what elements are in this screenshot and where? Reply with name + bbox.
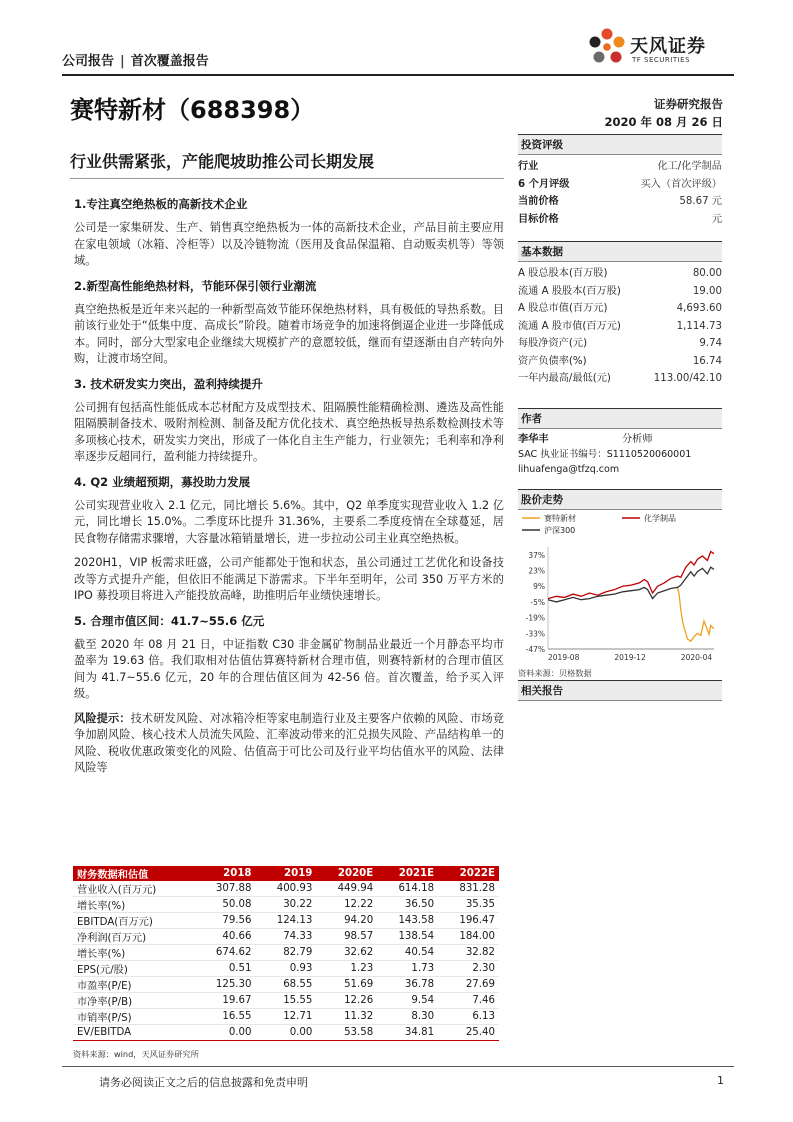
legend-label: 沪深300: [544, 526, 576, 535]
section-heading: 3. 技术研发实力突出，盈利持续提升: [74, 376, 263, 391]
financials-cell: 307.88: [195, 881, 256, 897]
financials-cell: 2.30: [438, 961, 499, 977]
financials-cell: 50.08: [195, 897, 256, 913]
financials-cell: 19.67: [195, 993, 256, 1009]
category-separator: |: [120, 54, 125, 69]
financials-row: [73, 1009, 499, 1025]
financials-cell: 79.56: [195, 913, 256, 929]
financials-row-label: EPS(元/股): [73, 961, 195, 977]
basic-value: 113.00/42.10: [653, 373, 722, 384]
financials-cell: 98.57: [316, 929, 377, 945]
financials-row-label: 营业收入(百万元): [73, 881, 195, 897]
financials-row: [73, 993, 499, 1009]
main-content: [74, 190, 504, 785]
flower-logo-icon: [586, 26, 628, 70]
basic-row: [518, 370, 722, 388]
rating-value: 58.67 元: [679, 196, 722, 207]
financials-cell: 0.93: [256, 961, 317, 977]
financials-cell: 0.00: [195, 1025, 256, 1041]
footer-divider: [62, 1066, 734, 1067]
financials-cell: 11.32: [316, 1009, 377, 1025]
report-type: 证券研究报告: [654, 97, 723, 111]
financials-row: [73, 913, 499, 929]
brand-logo: [586, 24, 736, 72]
x-tick-label: 2019-08: [548, 653, 580, 662]
financials-row-label: 净利润(百万元): [73, 929, 195, 945]
section-3: [74, 376, 504, 466]
rating-panel: [518, 134, 722, 228]
financials-cell: 143.58: [377, 913, 438, 929]
financials-cell: 196.47: [438, 913, 499, 929]
financials-cell: 34.81: [377, 1025, 438, 1041]
financials-cell: 32.62: [316, 945, 377, 961]
rating-row: [518, 211, 722, 229]
basic-data-panel: [518, 241, 722, 388]
y-tick-label: 23%: [528, 566, 545, 576]
y-tick-label: 37%: [528, 550, 545, 560]
financials-cell: 6.13: [438, 1009, 499, 1025]
basic-key: 流通 A 股股本(百万股): [518, 285, 621, 297]
section-5: [74, 613, 504, 703]
chart-source: 资料来源：贝格数据: [518, 668, 592, 678]
financials-cell: 8.30: [377, 1009, 438, 1025]
financials-cell: 449.94: [316, 881, 377, 897]
basic-value: 9.74: [699, 338, 722, 349]
basic-value: 19.00: [692, 285, 722, 297]
rating-key: 行业: [518, 161, 539, 172]
financials-row-label: 市净率(P/B): [73, 993, 195, 1009]
header-divider: [62, 74, 734, 76]
financials-cell: 53.58: [316, 1025, 377, 1041]
financials-cell: 0.51: [195, 961, 256, 977]
financials-cell: 40.66: [195, 929, 256, 945]
financials-row: [73, 945, 499, 961]
rating-key: 当前价格: [518, 196, 559, 207]
financials-row-label: 市销率(P/S): [73, 1009, 195, 1025]
financials-cell: 82.79: [256, 945, 317, 961]
author-name: 李华丰: [518, 434, 549, 445]
financials-cell: 36.50: [377, 897, 438, 913]
financials-table: [73, 866, 499, 1041]
financials-header-cell: 2020E: [316, 866, 377, 881]
section-paragraph: 截至 2020 年 08 月 21 日，中证指数 C30 非金属矿物制品业最近一个月静态平均市盈率为 19.63 倍。我们取相对估值估算赛特新材合理市值，则赛特新材的合理市值区间为 41.7~55.6 亿元，20 年的合理估值区间为 42-56 倍。首次覆盖，给予买入评级。: [74, 637, 504, 700]
financials-row: [73, 977, 499, 993]
category-label: 公司报告: [62, 54, 115, 69]
financials-cell: 68.55: [256, 977, 317, 993]
section-paragraph: 公司实现营业收入 2.1 亿元，同比增长 5.6%。其中，Q2 单季度实现营业收入 1.2 亿元，同比增长 15.0%。二季度环比提升 31.36%，主要系二季度疫情在全球蔓延，居民食物存储需求骤增，大容量冰箱销量增长，进一步拉动公司主业真空绝热板。: [74, 498, 504, 545]
section-heading: 2.新型高性能绝热材料，节能环保引领行业潮流: [74, 278, 317, 293]
basic-row: [518, 265, 722, 283]
y-tick-label: -19%: [525, 613, 545, 623]
financials-header-cell: 财务数据和估值: [73, 866, 195, 881]
financials-cell: 12.71: [256, 1009, 317, 1025]
financials-cell: 27.69: [438, 977, 499, 993]
author-row: [518, 432, 722, 447]
financials-row-label: EBITDA(百万元): [73, 913, 195, 929]
report-date: 2020 年 08 月 26 日: [604, 115, 723, 129]
rating-key: 目标价格: [518, 213, 559, 225]
financials-row: [73, 897, 499, 913]
financials-cell: 138.54: [377, 929, 438, 945]
basic-key: A 股总市值(百万元): [518, 303, 608, 314]
rating-key: 6 个月评级: [518, 178, 570, 190]
page-number: 1: [717, 1074, 724, 1087]
basic-key: 一年内最高/最低(元): [518, 373, 611, 384]
risk-text: 技术研发风险、对冰箱冷柜等家电制造行业及主要客户依赖的风险、市场竞争加剧风险、核心技术人员流失风险、汇率波动带来的汇兑损失风险、产品结构单一的风险、税收优惠政策变化的风险、估值高于可比公司及行业平均估值水平的风险、法律风险等: [74, 711, 504, 774]
basic-key: 资产负债率(%): [518, 355, 587, 367]
basic-data-title: 基本数据: [518, 241, 722, 262]
rating-row: [518, 176, 722, 194]
rating-title: 投资评级: [518, 134, 722, 155]
logo-chinese-text: 天风证券: [630, 36, 706, 57]
rating-row: [518, 193, 722, 211]
author-panel: [518, 408, 722, 477]
basic-row: [518, 300, 722, 318]
author-sac: SAC 执业证书编号：S1110520060001: [518, 449, 692, 460]
footer-disclaimer: 请务必阅读正文之后的信息披露和免责申明: [99, 1076, 308, 1089]
y-tick-label: -5%: [530, 597, 545, 607]
financials-cell: 674.62: [195, 945, 256, 961]
financials-cell: 40.54: [377, 945, 438, 961]
financials-cell: 7.46: [438, 993, 499, 1009]
basic-value: 4,693.60: [676, 303, 722, 314]
section-heading: 1.专注真空绝热板的高新技术企业: [74, 197, 248, 211]
basic-value: 16.74: [692, 355, 722, 367]
section-2: [74, 278, 504, 368]
section-1: [74, 196, 504, 270]
section-paragraph: 2020H1，VIP 板需求旺盛，公司产能都处于饱和状态，虽公司通过工艺优化和设备技改等方式提升产能，但依旧不能满足下游需求。下半年至明年，公司 350 万平方米的 IPO 募投项目将进入产能投放高峰，助推明后年业绩快速增长。: [74, 556, 504, 602]
financials-cell: 74.33: [256, 929, 317, 945]
financials-cell: 1.73: [377, 961, 438, 977]
financials-cell: 400.93: [256, 881, 317, 897]
financials-cell: 51.69: [316, 977, 377, 993]
basic-key: 每股净资产(元): [518, 338, 588, 349]
legend-label: 赛特新材: [544, 514, 576, 523]
financials-row-label: 市盈率(P/E): [73, 977, 195, 993]
financials-cell: 12.22: [316, 897, 377, 913]
financials-cell: 94.20: [316, 913, 377, 929]
rating-value: 化工/化学制品: [657, 161, 722, 172]
section-paragraph: 真空绝热板是近年来兴起的一种新型高效节能环保绝热材料，具有极低的导热系数。目前该行业处于“低集中度、高成长”阶段。随着市场竞争的加速将倒逼企业进一步降低成本。同时，部分大型家电企业继续大规模扩产的意愿较低，继而有望逐渐由自产转向外购，让渡市场空间。: [74, 302, 504, 365]
section-heading: 5. 合理市值区间：41.7~55.6 亿元: [74, 613, 265, 628]
series-line: [678, 587, 715, 641]
headline-divider: [70, 178, 504, 179]
basic-row: [518, 283, 722, 301]
risk-warning: [74, 711, 504, 777]
financials-cell: 614.18: [377, 881, 438, 897]
related-panel: [518, 680, 722, 704]
basic-row: [518, 353, 722, 371]
financials-cell: 831.28: [438, 881, 499, 897]
financials-cell: 15.55: [256, 993, 317, 1009]
basic-value: 1,114.73: [676, 320, 722, 332]
y-tick-label: 9%: [533, 582, 545, 592]
financials-cell: 30.22: [256, 897, 317, 913]
y-tick-label: -47%: [525, 645, 545, 654]
financials-cell: 12.26: [316, 993, 377, 1009]
report-category: [62, 50, 209, 69]
financials-cell: 25.40: [438, 1025, 499, 1041]
financials-row: [73, 929, 499, 945]
price-trend-chart: [518, 513, 722, 663]
company-title: 赛特新材（688398）: [70, 96, 315, 124]
financials-row: [73, 961, 499, 977]
author-title: 作者: [518, 408, 722, 429]
section-paragraph: 公司是一家集研发、生产、销售真空绝热板为一体的高新技术企业，产品目前主要应用在家电领域（冰箱、冷柜等）以及冷链物流（医用及食品保温箱、自动贩卖机等）等领域。: [74, 221, 504, 267]
financials-cell: 184.00: [438, 929, 499, 945]
x-tick-label: 2019-12: [614, 653, 646, 662]
financials-cell: 124.13: [256, 913, 317, 929]
basic-key: A 股总股本(百万股): [518, 268, 608, 279]
section-heading: 4. Q2 业绩超预期，募投助力发展: [74, 474, 251, 489]
financials-cell: 9.54: [377, 993, 438, 1009]
financials-cell: 36.78: [377, 977, 438, 993]
related-title: 相关报告: [518, 680, 722, 701]
rating-value: 买入（首次评级）: [640, 178, 722, 190]
financials-header-cell: 2021E: [377, 866, 438, 881]
financials-body: [73, 881, 499, 1040]
financials-header-cell: 2022E: [438, 866, 499, 881]
author-role: 分析师: [622, 434, 653, 445]
logo-english-text: TF SECURITIES: [632, 56, 691, 64]
legend-label: 化学制品: [644, 514, 676, 523]
financials-cell: 1.23: [316, 961, 377, 977]
section-paragraph: 公司拥有包括高性能低成本芯材配方及成型技术、阻隔膜性能精确检测、遴选及高性能阻隔膜制备技术、吸附剂检测、制备及配方优化技术、真空绝热板导热系数检测技术等多项核心技术，研发实力突出，形成了一体化自主生产能力，行业领先；毛利率和净利率逐步反超同行，盈利能力持续提升。: [74, 400, 504, 463]
basic-row: [518, 318, 722, 336]
rating-row: [518, 158, 722, 176]
x-tick-label: 2020-04: [680, 653, 713, 662]
financials-cell: 125.30: [195, 977, 256, 993]
financials-row: [73, 881, 499, 897]
financials-row-label: 增长率(%): [73, 897, 195, 913]
rating-value: 元: [711, 213, 722, 225]
financials-row-label: EV/EBITDA: [73, 1025, 195, 1041]
author-email[interactable]: lihuafenga@tfzq.com: [518, 464, 620, 475]
financials-row: [73, 1025, 499, 1041]
financials-header-cell: 2019: [256, 866, 317, 881]
basic-key: 流通 A 股市值(百万元): [518, 320, 621, 332]
financials-cell: 32.82: [438, 945, 499, 961]
financials-cell: 35.35: [438, 897, 499, 913]
basic-row: [518, 335, 722, 353]
basic-value: 80.00: [692, 268, 722, 279]
y-tick-label: -33%: [525, 629, 545, 639]
price-trend-title: 股价走势: [518, 489, 722, 510]
financials-header-row: [73, 866, 499, 881]
financials-row-label: 增长率(%): [73, 945, 195, 961]
headline: 行业供需紧张，产能爬坡助推公司长期发展: [70, 152, 375, 171]
financials-cell: 16.55: [195, 1009, 256, 1025]
subcategory-label: 首次覆盖报告: [130, 54, 209, 69]
risk-label: 风险提示：: [74, 711, 131, 725]
financials-source: 资料来源：wind，天风证券研究所: [73, 1049, 199, 1059]
price-trend-panel: [518, 489, 722, 679]
financials-header-cell: 2018: [195, 866, 256, 881]
financials-cell: 0.00: [256, 1025, 317, 1041]
section-4: [74, 474, 504, 605]
